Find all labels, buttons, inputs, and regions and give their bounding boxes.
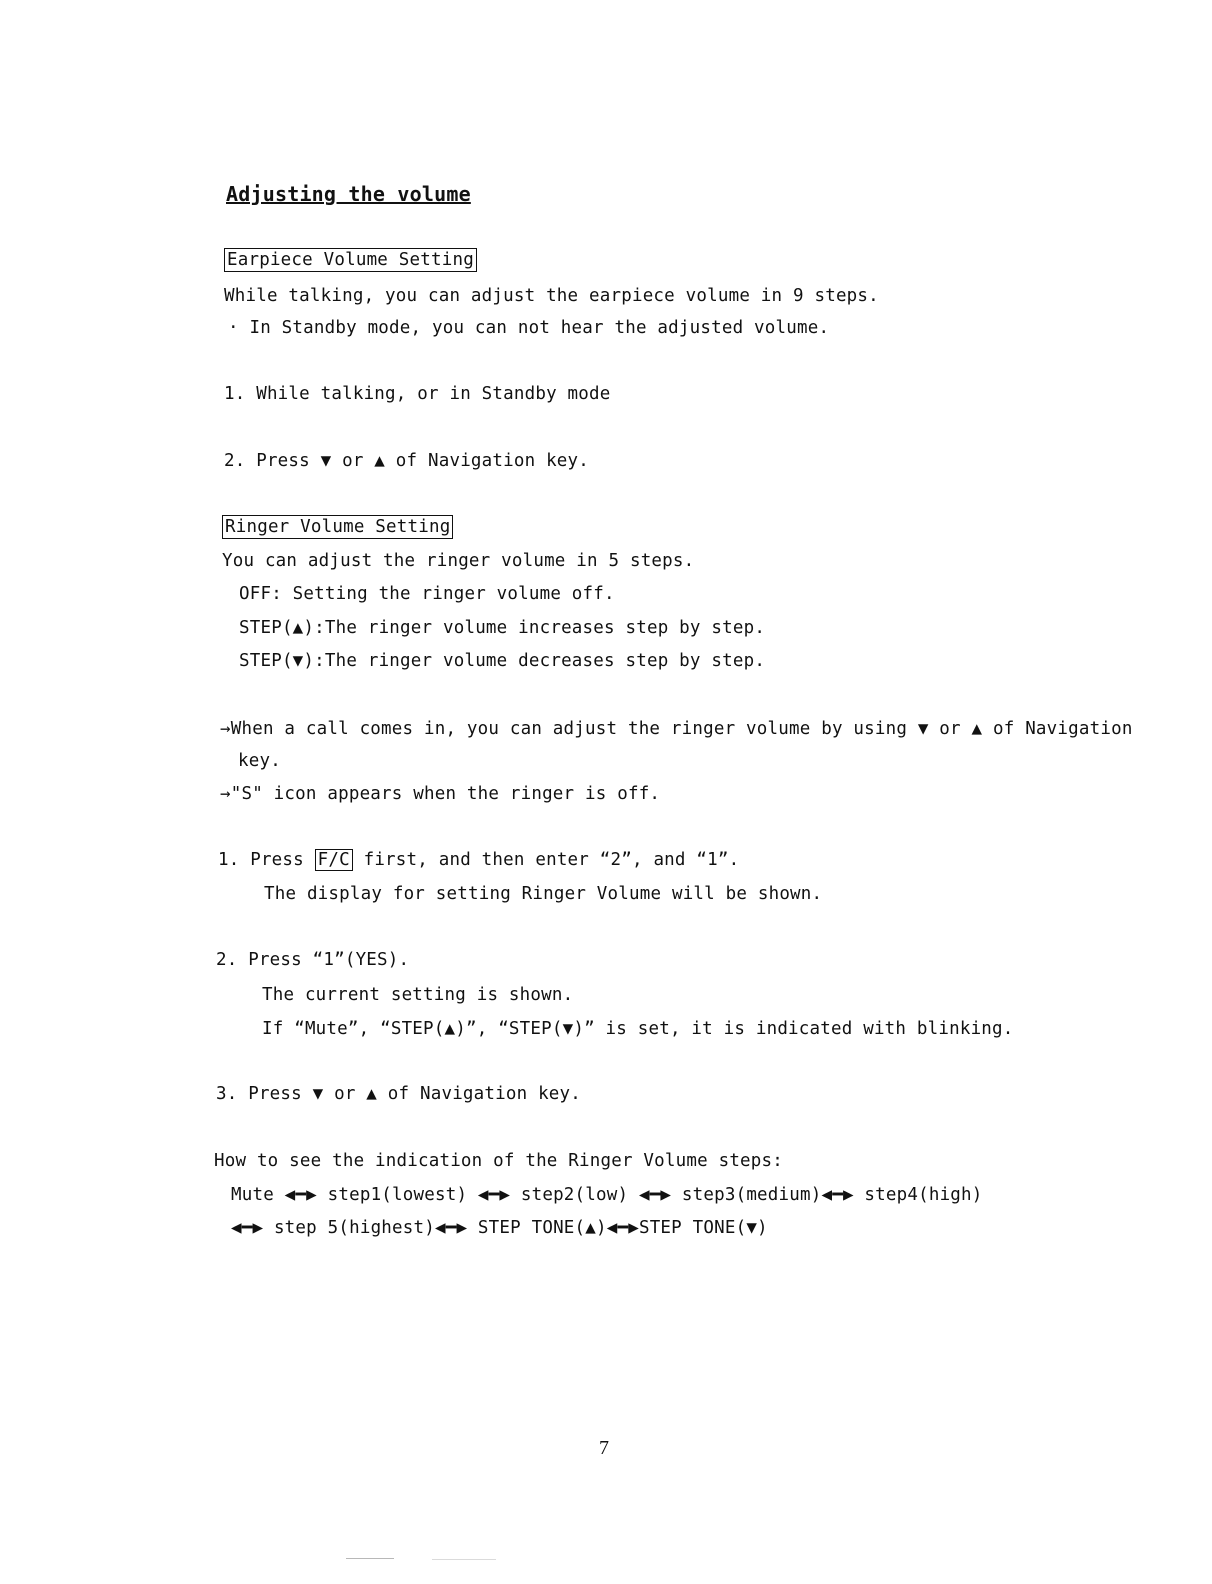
ringer-step-2: 2. Press “1”(YES). xyxy=(216,950,410,970)
ringer-step-1-suffix: first, and then enter “2”, and “1”. xyxy=(352,850,740,870)
ringer-step-2-detail-1: The current setting is shown. xyxy=(262,985,574,1005)
earpiece-step-2: 2. Press ▼ or ▲ of Navigation key. xyxy=(224,451,590,471)
scan-artifact xyxy=(432,1559,496,1560)
ringer-intro: You can adjust the ringer volume in 5 steps. xyxy=(222,551,695,571)
ringer-section-title: Ringer Volume Setting xyxy=(222,515,453,539)
earpiece-section-title: Earpiece Volume Setting xyxy=(224,248,477,272)
ringer-option-off: OFF: Setting the ringer volume off. xyxy=(239,584,615,604)
fc-key-label: F/C xyxy=(315,849,353,871)
earpiece-step-1: 1. While talking, or in Standby mode xyxy=(224,384,611,404)
page-number: 7 xyxy=(599,1437,610,1459)
ringer-call-note-cont: key. xyxy=(238,751,281,771)
ringer-step-3: 3. Press ▼ or ▲ of Navigation key. xyxy=(216,1084,582,1104)
earpiece-note: · In Standby mode, you can not hear the adjusted volume. xyxy=(228,318,830,338)
ringer-option-step-down: STEP(▼):The ringer volume decreases step by step. xyxy=(239,651,766,671)
indication-title: How to see the indication of the Ringer Volume steps: xyxy=(214,1151,784,1171)
ringer-option-step-up: STEP(▲):The ringer volume increases step by step. xyxy=(239,618,766,638)
indication-sequence-line-1: Mute ◀━▶ step1(lowest) ◀━▶ step2(low) ◀━▶ step3(medium)◀━▶ step4(high) xyxy=(231,1185,983,1205)
ringer-step-2-detail-2: If “Mute”, “STEP(▲)”, “STEP(▼)” is set, it is indicated with blinking. xyxy=(262,1019,1014,1039)
scan-artifact xyxy=(346,1558,394,1559)
ringer-step-1-detail: The display for setting Ringer Volume will be shown. xyxy=(264,884,823,904)
ringer-step-1-prefix: 1. Press xyxy=(218,850,315,870)
page-title: Adjusting the volume xyxy=(226,182,471,206)
indication-sequence-line-2: ◀━▶ step 5(highest)◀━▶ STEP TONE(▲)◀━▶STEP TONE(▼) xyxy=(231,1218,768,1238)
earpiece-intro: While talking, you can adjust the earpiece volume in 9 steps. xyxy=(224,286,879,306)
ringer-step-1 xyxy=(218,849,739,871)
ringer-call-note: →When a call comes in, you can adjust the ringer volume by using ▼ or ▲ of Navigation xyxy=(220,719,1133,739)
ringer-silent-icon-note: →"S" icon appears when the ringer is off. xyxy=(220,784,661,804)
